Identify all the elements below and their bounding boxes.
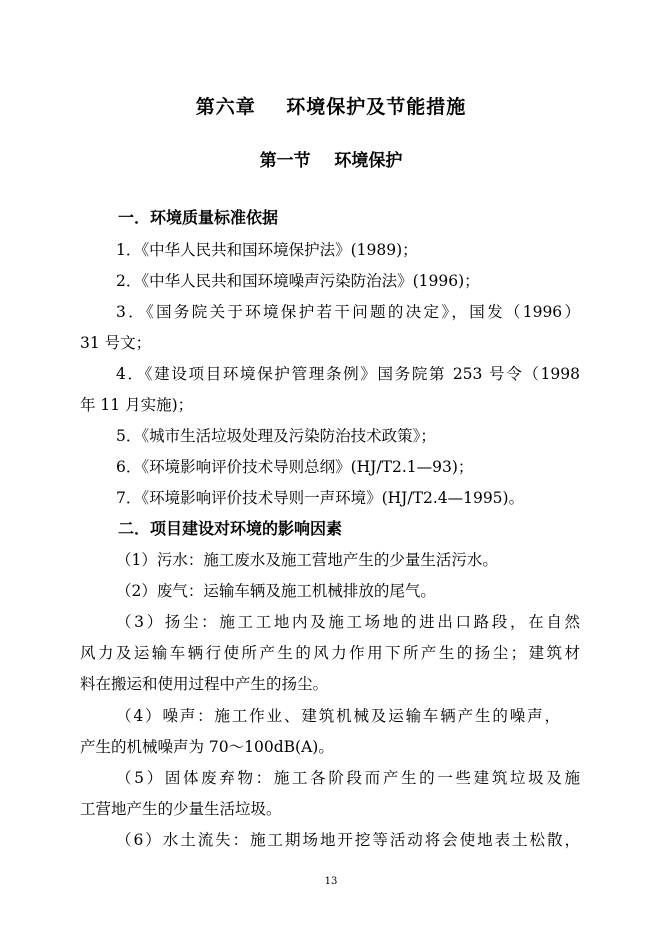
paragraph-5-line-1: （5）固体废弃物：施工各阶段而产生的一些建筑垃圾及施 [116,769,580,787]
list-item-2: 2．《中华人民共和国环境噪声污染防治法》(1996)； [116,272,480,290]
list-item-5: 5．《城市生活垃圾处理及污染防治技术政策》； [116,427,436,445]
paragraph-6-line-1: （6）水土流失：施工期场地开挖等活动将会使地表土松散， [116,831,580,849]
paragraph-5-line-2: 工营地产生的少量生活垃圾。 [80,800,282,818]
paragraph-4-line-2: 产生的机械噪声为 70～100dB(A)。 [80,738,334,756]
list-item-6: 6．《环境影响评价技术导则总纲》(HJ/T2.1—93)； [116,458,474,476]
list-item-1: 1．《中华人民共和国环境保护法》(1989)； [116,241,418,259]
paragraph-3-line-3: 料在搬运和使用过程中产生的扬尘。 [80,675,329,693]
heading-impact-factors: 二．项目建设对环境的影响因素 [118,519,343,538]
paragraph-3-line-2: 风力及运输车辆行使所产生的风力作用下所产生的扬尘；建筑材 [80,644,580,662]
list-item-4-line-1: 4．《建设项目环境保护管理条例》国务院第 253 号令（1998 [116,365,580,383]
list-item-7: 7．《环境影响评价技术导则一声环境》(HJ/T2.4—1995)。 [116,489,525,507]
heading-standards: 一．环境质量标准依据 [118,208,279,227]
paragraph-1: （1）污水：施工废水及施工营地产生的少量生活污水。 [116,551,498,569]
chapter-title: 第六章 环境保护及节能措施 [195,96,467,118]
paragraph-3-line-1: （3）扬尘：施工工地内及施工场地的进出口路段，在自然 [116,613,580,631]
list-item-3-line-2: 31 号文； [80,334,152,352]
section-title: 第一节 环境保护 [259,151,403,171]
paragraph-4-line-1: （4）噪声：施工作业、建筑机械及运输车辆产生的噪声， [116,707,560,725]
page-number: 13 [324,876,338,887]
list-item-3-line-1: 3．《国务院关于环境保护若干问题的决定》，国发（1996） [116,303,580,321]
list-item-4-line-2: 年 11 月实施)； [80,396,194,414]
paragraph-2: （2）废气：运输车辆及施工机械排放的尾气。 [116,582,436,600]
